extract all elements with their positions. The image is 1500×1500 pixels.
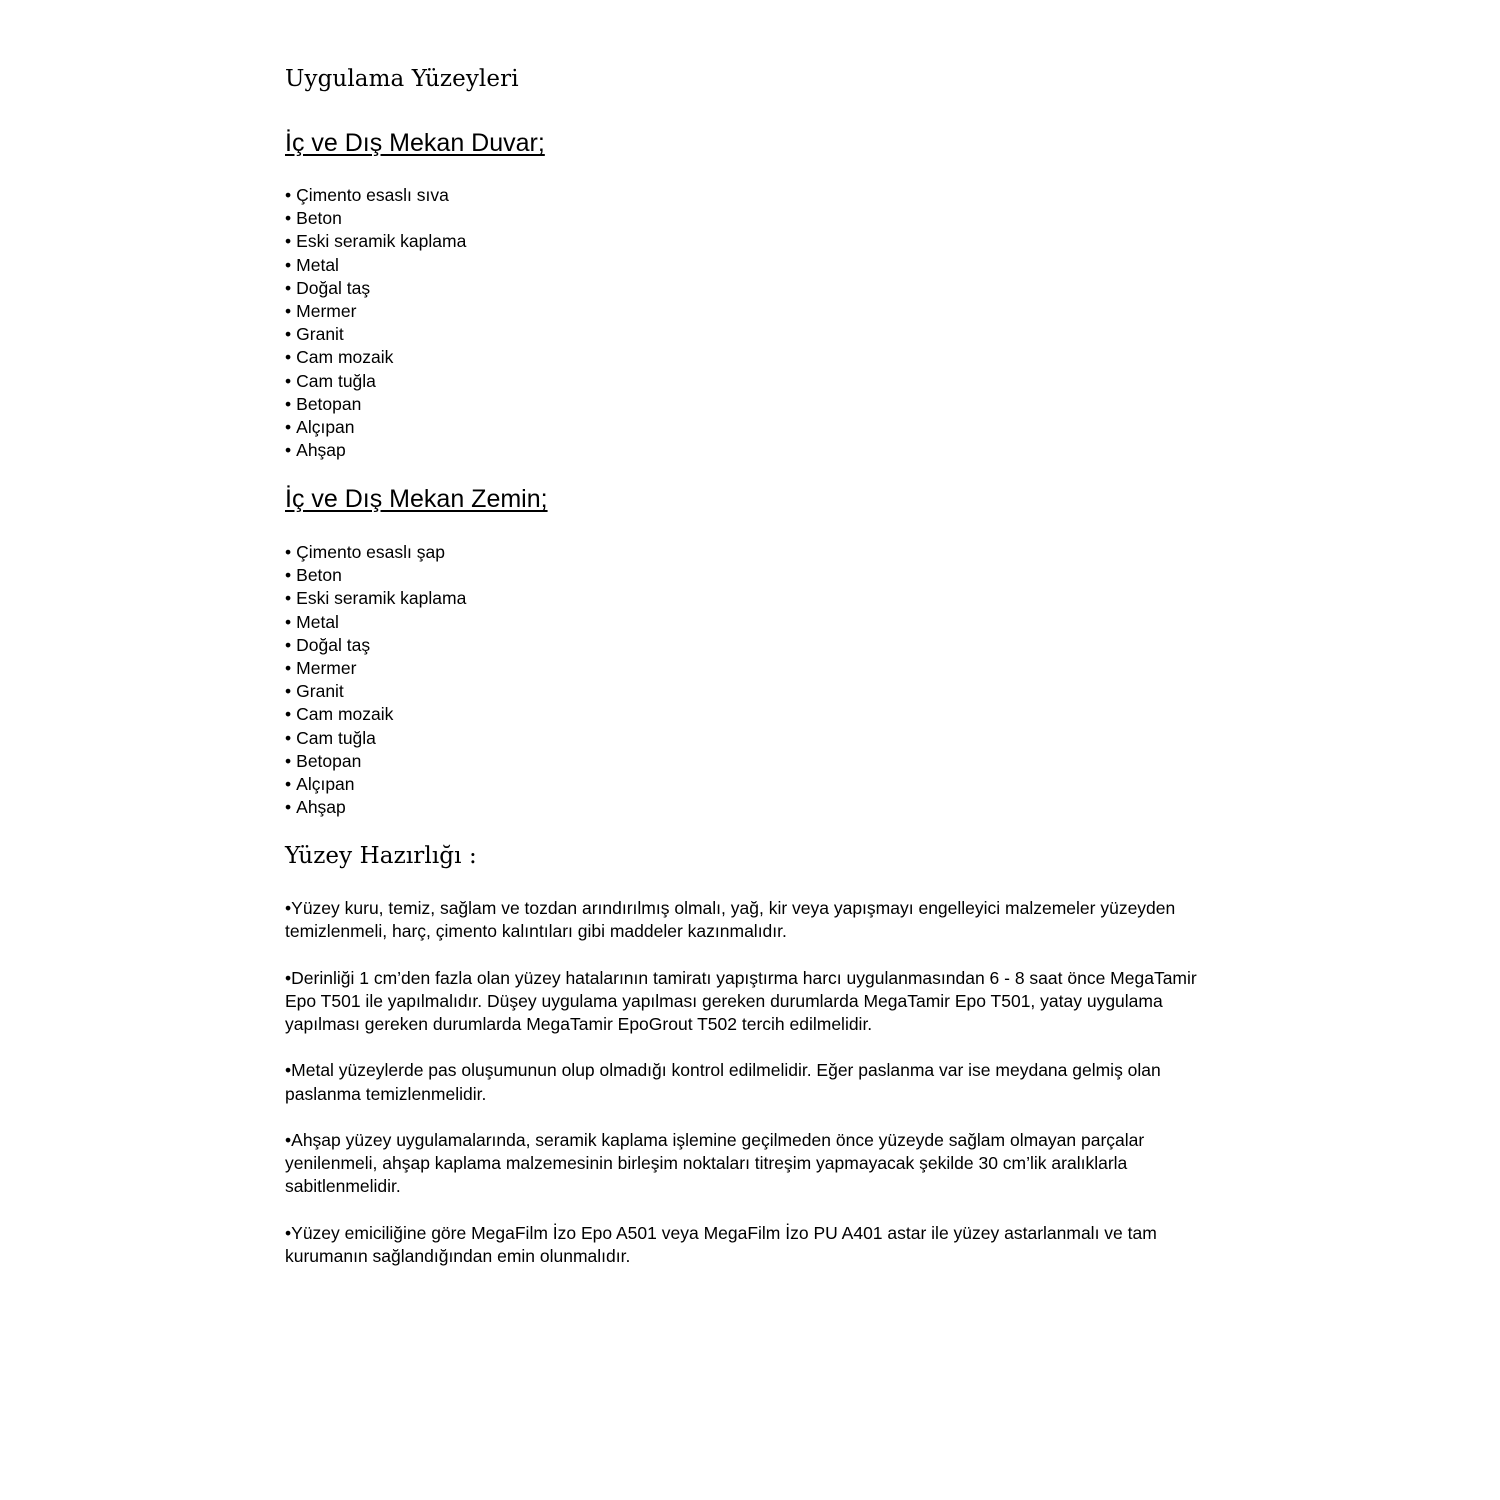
floor-surface-list [285, 541, 466, 819]
list-item: • Doğal taş [285, 277, 466, 300]
list-item: • Granit [285, 680, 466, 703]
list-item: • Cam mozaik [285, 346, 466, 369]
list-item: • Betopan [285, 393, 466, 416]
list-item: • Cam tuğla [285, 727, 466, 750]
list-item: • Doğal taş [285, 634, 466, 657]
paragraph: • Ahşap yüzey uygulamalarında, seramik kaplama işlemine geçilmeden önce yüzeyde sağlam olmayan parçalar yenilenmeli, ahşap kaplama malzemesinin birleşim noktaları titreşim yapmayacak şekilde 30 cm’lik aralıklarla sabitlenmelidir. [285, 1129, 1205, 1199]
list-item: • Çimento esaslı sıva [285, 184, 466, 207]
list-item: • Betopan [285, 750, 466, 773]
wall-surface-list [285, 184, 466, 462]
list-item: • Eski seramik kaplama [285, 230, 466, 253]
surface-preparation-body [285, 897, 1205, 1291]
list-item: • Eski seramik kaplama [285, 587, 466, 610]
surface-preparation-heading: Yüzey Hazırlığı : [285, 843, 477, 869]
paragraph: • Yüzey kuru, temiz, sağlam ve tozdan arındırılmış olmalı, yağ, kir veya yapışmayı engelleyici malzemeler yüzeyden temizlenmeli, harç, çimento kalıntıları gibi maddeler kazınmalıdır. [285, 897, 1205, 943]
list-item: • Ahşap [285, 439, 466, 462]
wall-section-heading: İç ve Dış Mekan Duvar; [285, 129, 545, 157]
paragraph: • Metal yüzeylerde pas oluşumunun olup olmadığı kontrol edilmelidir. Eğer paslanma var ise meydana gelmiş olan paslanma temizlenmelidir. [285, 1059, 1205, 1105]
list-item: • Ahşap [285, 796, 466, 819]
list-item: • Cam tuğla [285, 370, 466, 393]
paragraph: • Yüzey emiciliğine göre MegaFilm İzo Epo A501 veya MegaFilm İzo PU A401 astar ile yüzey astarlanmalı ve tam kurumanın sağlandığından emin olunmalıdır. [285, 1222, 1205, 1268]
list-item: • Granit [285, 323, 466, 346]
list-item: • Cam mozaik [285, 703, 466, 726]
list-item: • Metal [285, 254, 466, 277]
list-item: • Metal [285, 611, 466, 634]
list-item: • Mermer [285, 657, 466, 680]
list-item: • Beton [285, 564, 466, 587]
list-item: • Mermer [285, 300, 466, 323]
list-item: • Alçıpan [285, 773, 466, 796]
list-item: • Beton [285, 207, 466, 230]
list-item: • Alçıpan [285, 416, 466, 439]
page-title: Uygulama Yüzeyleri [285, 66, 519, 92]
paragraph: • Derinliği 1 cm’den fazla olan yüzey hatalarının tamiratı yapıştırma harcı uygulanmasından 6 - 8 saat önce MegaTamir Epo T501 ile yapılmalıdır. Düşey uygulama yapılması gereken durumlarda MegaTamir Epo T501, yatay uygulama yapılması gereken durumlarda MegaTamir EpoGrout T502 tercih edilmelidir. [285, 967, 1205, 1037]
floor-section-heading: İç ve Dış Mekan Zemin; [285, 485, 548, 513]
list-item: • Çimento esaslı şap [285, 541, 466, 564]
